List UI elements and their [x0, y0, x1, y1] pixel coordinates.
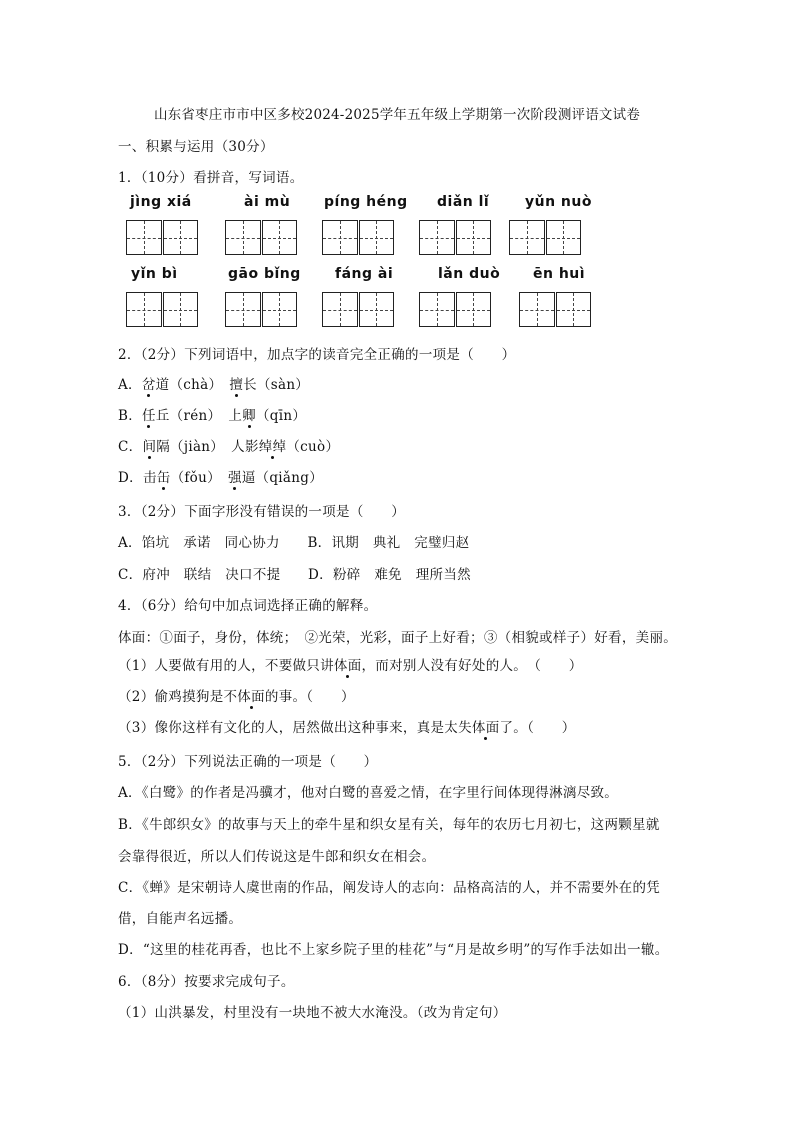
- tianzige-box[interactable]: [419, 220, 455, 255]
- writing-box-pair[interactable]: [509, 220, 581, 255]
- tianzige-box[interactable]: [509, 220, 545, 255]
- writing-box-pair[interactable]: [126, 220, 198, 255]
- question-5-stem: 5．（2分）下列说法正确的一项是（ ）: [118, 754, 378, 770]
- tianzige-box[interactable]: [262, 292, 298, 327]
- tianzige-box[interactable]: [322, 292, 358, 327]
- question-4-stem: 4．（6分）给句中加点词选择正确的解释。: [118, 598, 378, 614]
- pinyin-label: fáng ài: [335, 266, 394, 282]
- tianzige-box[interactable]: [359, 220, 395, 255]
- writing-box-pair[interactable]: [519, 292, 591, 327]
- question-6-stem: 6．（8分）按要求完成句子。: [118, 974, 295, 990]
- option-b[interactable]: B．《牛郎织女》的故事与天上的牵牛星和织女星有关，每年的农历七月初七，这两颗星就: [118, 817, 660, 833]
- option-c[interactable]: C．间隔（jiàn） 人影绰绰（cuò）: [118, 435, 339, 455]
- option-d[interactable]: D．“这里的桂花再香，也比不上家乡院子里的桂花”与“月是故乡明”的写作手法如出一辙。: [118, 942, 669, 958]
- option-c[interactable]: C．《蝉》是宋朝诗人虞世南的作品，阐发诗人的志向：品格高洁的人，并不需要外在的凭: [118, 880, 661, 896]
- tianzige-box[interactable]: [225, 220, 261, 255]
- writing-box-pair[interactable]: [419, 292, 491, 327]
- pinyin-label: diǎn lǐ: [437, 194, 490, 210]
- question-3-stem: 3．（2分）下面字形没有错误的一项是（ ）: [118, 504, 406, 520]
- pinyin-label: yǐn bì: [131, 266, 178, 282]
- tianzige-box[interactable]: [519, 292, 555, 327]
- question-1-stem: 1．（10分）看拼音，写词语。: [118, 170, 304, 186]
- writing-box-pair[interactable]: [322, 292, 394, 327]
- pinyin-label: ēn huì: [533, 266, 586, 282]
- pinyin-label: jìng xiá: [130, 194, 192, 210]
- writing-box-pair[interactable]: [419, 220, 491, 255]
- tianzige-box[interactable]: [456, 220, 492, 255]
- option-b-continued: 会靠得很近，所以人们传说这是牛郎和织女在相会。: [118, 849, 436, 865]
- tianzige-box[interactable]: [163, 292, 199, 327]
- tianzige-box[interactable]: [225, 292, 261, 327]
- sub-question-2[interactable]: （2）偷鸡摸狗是不体面的事。（ ）: [118, 685, 355, 705]
- question-2-stem: 2．（2分）下列词语中，加点字的读音完全正确的一项是（ ）: [118, 347, 516, 363]
- definition-text: 体面：①面子，身份，体统； ②光荣，光彩，面子上好看；③（相貌或样子）好看，美丽。: [118, 630, 678, 646]
- section-heading: 一、积累与运用（30分）: [118, 139, 274, 155]
- tianzige-box[interactable]: [546, 220, 582, 255]
- writing-box-pair[interactable]: [225, 220, 297, 255]
- option-a[interactable]: A．岔道（chà） 擅长（sàn）: [118, 373, 309, 393]
- writing-box-pair[interactable]: [126, 292, 198, 327]
- sub-question-1[interactable]: （1）山洪暴发，村里没有一块地不被大水淹没。（改为肯定句）: [118, 1005, 507, 1021]
- options-cd[interactable]: C．府冲 联结 决口不提 D．粉碎 难免 理所当然: [118, 567, 471, 583]
- option-b[interactable]: B．任丘（rén） 上卿（qīn）: [118, 404, 306, 424]
- sub-question-1[interactable]: （1）人要做有用的人，不要做只讲体面，而对别人没有好处的人。 （ ）: [118, 654, 583, 674]
- tianzige-box[interactable]: [163, 220, 199, 255]
- options-ab[interactable]: A．馅坑 承诺 同心协力 B．讯期 典礼 完璧归赵: [118, 535, 470, 551]
- tianzige-box[interactable]: [456, 292, 492, 327]
- page-title: 山东省枣庄市市中区多校2024-2025学年五年级上学期第一次阶段测评语文试卷: [153, 107, 641, 123]
- option-a[interactable]: A．《白鹭》的作者是冯骥才，他对白鹭的喜爱之情，在字里行间体现得淋漓尽致。: [118, 785, 619, 801]
- tianzige-box[interactable]: [262, 220, 298, 255]
- pinyin-label: lǎn duò: [438, 266, 501, 282]
- option-d[interactable]: D．击缶（fǒu） 强逼（qiǎng）: [118, 466, 323, 486]
- pinyin-label: ài mù: [244, 194, 291, 210]
- tianzige-box[interactable]: [359, 292, 395, 327]
- tianzige-box[interactable]: [556, 292, 592, 327]
- writing-box-pair[interactable]: [322, 220, 394, 255]
- pinyin-label: yǔn nuò: [525, 194, 592, 210]
- pinyin-label: gāo bǐng: [228, 266, 301, 282]
- tianzige-box[interactable]: [126, 220, 162, 255]
- option-c-continued: 借，自能声名远播。: [118, 911, 243, 927]
- writing-box-pair[interactable]: [225, 292, 297, 327]
- tianzige-box[interactable]: [419, 292, 455, 327]
- tianzige-box[interactable]: [322, 220, 358, 255]
- tianzige-box[interactable]: [126, 292, 162, 327]
- pinyin-label: píng héng: [324, 194, 408, 210]
- sub-question-3[interactable]: （3）像你这样有文化的人，居然做出这种事来，真是太失体面了。（ ）: [118, 716, 576, 736]
